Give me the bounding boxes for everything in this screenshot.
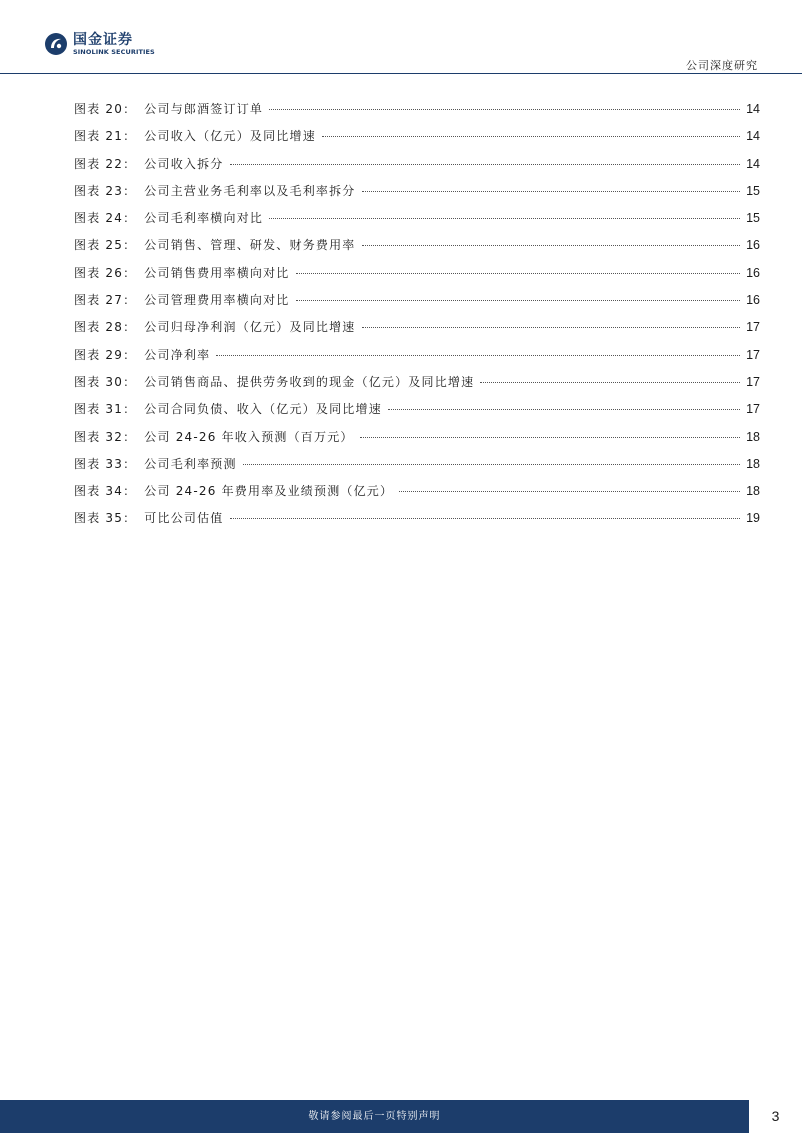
toc-entry-label: 图表 29： — [74, 347, 137, 362]
toc-entry-page: 17 — [746, 402, 760, 417]
toc-leader-dots — [322, 136, 740, 137]
toc-entry[interactable] — [74, 155, 760, 182]
toc-entry-label: 图表 31： — [74, 402, 137, 417]
toc-entry-title: 公司销售商品、提供劳务收到的现金（亿元）及同比增速 — [144, 374, 475, 389]
toc-leader-dots — [296, 300, 741, 301]
toc-entry-label: 图表 32： — [74, 429, 137, 444]
toc-entry-title: 可比公司估值 — [144, 511, 224, 526]
toc-entry-title: 公司归母净利润（亿元）及同比增速 — [144, 320, 356, 335]
toc-entry-label: 图表 23： — [74, 183, 137, 198]
toc-leader-dots — [399, 491, 740, 492]
toc-entry-page: 15 — [746, 183, 760, 198]
toc-entry-page: 19 — [746, 511, 760, 526]
footer-disclaimer: 敬请参阅最后一页特别声明 — [308, 1111, 441, 1122]
toc-entry-label: 图表 21： — [74, 129, 137, 144]
toc-entry-page: 16 — [746, 265, 760, 280]
toc-leader-dots — [480, 382, 740, 383]
toc-entry-page: 18 — [746, 429, 760, 444]
toc-leader-dots — [360, 437, 740, 438]
toc-entry-title: 公司净利率 — [144, 347, 211, 362]
toc-entry[interactable] — [74, 318, 760, 345]
toc-entry[interactable] — [74, 264, 760, 291]
toc-leader-dots — [362, 327, 741, 328]
toc-leader-dots — [388, 409, 740, 410]
toc-entry-title: 公司合同负债、收入（亿元）及同比增速 — [144, 402, 382, 417]
toc-entry[interactable] — [74, 182, 760, 209]
toc-entry-title: 公司与郎酒签订订单 — [144, 102, 264, 116]
toc-entry-label: 图表 35： — [74, 511, 137, 526]
toc-entry-title: 公司销售、管理、研发、财务费用率 — [144, 238, 356, 253]
toc-entry-page: 14 — [746, 102, 760, 116]
toc-entry[interactable] — [74, 400, 760, 427]
toc-leader-dots — [269, 109, 740, 110]
toc-entry-title: 公司毛利率预测 — [144, 456, 237, 471]
toc-entry-title: 公司主营业务毛利率以及毛利率拆分 — [144, 183, 356, 198]
company-logo — [44, 32, 155, 56]
toc-leader-dots — [362, 245, 741, 246]
toc-entry[interactable] — [74, 509, 760, 536]
page-number: 3 — [771, 1108, 780, 1124]
toc-entry-label: 图表 27： — [74, 293, 137, 308]
toc-entry-label: 图表 34： — [74, 484, 137, 499]
toc-entry-page: 18 — [746, 484, 760, 499]
toc-entry[interactable] — [74, 455, 760, 482]
toc-leader-dots — [296, 273, 741, 274]
toc-entry-label: 图表 30： — [74, 374, 137, 389]
toc-entry[interactable] — [74, 428, 760, 455]
toc-leader-dots — [230, 518, 741, 519]
toc-entry-label: 图表 25： — [74, 238, 137, 253]
toc-leader-dots — [362, 191, 741, 192]
toc-leader-dots — [216, 355, 740, 356]
toc-entry[interactable] — [74, 100, 760, 127]
toc-entry[interactable] — [74, 236, 760, 263]
toc-entry-page: 17 — [746, 320, 760, 335]
toc-entry[interactable] — [74, 346, 760, 373]
toc-entry-page: 16 — [746, 238, 760, 253]
toc-entry-title: 公司 24-26 年收入预测（百万元） — [144, 429, 354, 444]
toc-entry-title: 公司管理费用率横向对比 — [144, 293, 290, 308]
sinolink-logo-icon — [44, 32, 68, 56]
toc-entry[interactable] — [74, 291, 760, 318]
toc-entry-page: 16 — [746, 293, 760, 308]
toc-entry-page: 14 — [746, 129, 760, 144]
header-divider — [0, 73, 802, 74]
toc-entry[interactable] — [74, 482, 760, 509]
toc-entry-page: 17 — [746, 374, 760, 389]
figure-list — [74, 100, 760, 537]
toc-entry-page: 17 — [746, 347, 760, 362]
document-type: 公司深度研究 — [686, 59, 758, 72]
toc-entry-page: 15 — [746, 211, 760, 226]
page-header — [0, 0, 802, 76]
toc-entry-label: 图表 22： — [74, 156, 137, 171]
toc-entry-label: 图表 20： — [74, 102, 137, 116]
toc-entry-label: 图表 33： — [74, 456, 137, 471]
toc-entry-page: 14 — [746, 156, 760, 171]
toc-entry-title: 公司收入拆分 — [144, 156, 224, 171]
toc-leader-dots — [230, 164, 741, 165]
toc-entry-label: 图表 24： — [74, 211, 137, 226]
toc-entry-title: 公司收入（亿元）及同比增速 — [144, 129, 316, 144]
logo-english-name: SINOLINK SECURITIES — [73, 48, 155, 56]
toc-entry-title: 公司 24-26 年费用率及业绩预测（亿元） — [144, 484, 394, 499]
toc-entry-title: 公司毛利率横向对比 — [144, 211, 264, 226]
toc-entry[interactable] — [74, 127, 760, 154]
toc-entry-title: 公司销售费用率横向对比 — [144, 265, 290, 280]
logo-text — [73, 32, 155, 56]
toc-entry-label: 图表 28： — [74, 320, 137, 335]
toc-entry-page: 18 — [746, 456, 760, 471]
toc-leader-dots — [243, 464, 740, 465]
toc-entry[interactable] — [74, 373, 760, 400]
toc-entry-label: 图表 26： — [74, 265, 137, 280]
logo-chinese-name: 国金证券 — [73, 32, 133, 48]
toc-leader-dots — [269, 218, 740, 219]
toc-entry[interactable] — [74, 209, 760, 236]
